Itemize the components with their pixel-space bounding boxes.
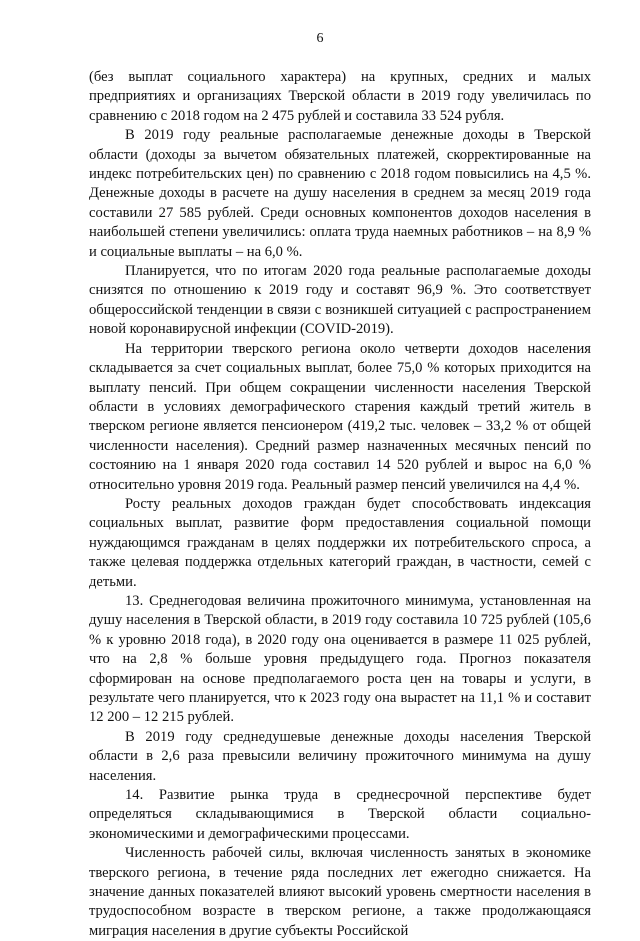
paragraph-income-growth-measures: Росту реальных доходов граждан будет способствовать индексация социальных выплат, развитие форм предоставления социальной помощи нуждающимся гражданам в целях поддержки их потребительского спроса, а также целевая поддержка отдельных категорий граждан, в частности, семей с детьми. xyxy=(89,495,591,590)
paragraph-income-forecast-2020: Планируется, что по итогам 2020 года реальные располагаемые доходы снизятся по отношению к 2019 году и составят 96,9 %. Это соответствует общероссийской тенденции в связи с возникшей ситуацией с распространением новой коронавирусной инфекции (COVID-2019). xyxy=(89,263,591,338)
page-number: 6 xyxy=(316,31,324,46)
paragraph-income-continued: (без выплат социального характера) на крупных, средних и малых предприятиях и организациях Тверской области в 2019 году увеличилась по сравнению с 2018 годом на 2 475 рублей и составила 33 524 рубля. xyxy=(89,69,591,124)
paragraph-social-payments: На территории тверского региона около четверти доходов населения складывается за счет социальных выплат, более 75,0 % которых приходится на выплату пенсий. При общем сокращении численности населения Тверской области в условиях демографического старения каждый третий житель в тверском регионе является пенсионером (419,2 тыс. человек – 33,2 % от общей численности населения). Средний размер назначенных месячных пенсий по состоянию на 1 января 2020 года составил 14 520 рублей и вырос на 6,0 % относительно уровня 2019 года. Реальный размер пенсий увеличился на 4,4 %. xyxy=(89,340,591,493)
document-body xyxy=(89,68,591,941)
paragraph-income-to-minimum-ratio: В 2019 году среднедушевые денежные доходы населения Тверской области в 2,6 раза превысили величину прожиточного минимума на душу населения. xyxy=(89,728,591,784)
paragraph-labor-force: Численность рабочей силы, включая численность занятых в экономике тверского региона, в течение ряда последних лет ежегодно снижается. На значение данных показателей влияют высокий уровень смертности населения в трудоспособном возрасте в тверском регионе, а также продолжающаяся миграция населения в другие субъекты Российской xyxy=(89,845,591,939)
paragraph-subsistence-minimum: 13. Среднегодовая величина прожиточного минимума, установленная на душу населения в Тверской области, в 2019 году составила 10 725 рублей (105,6 % к уровню 2018 года), в 2020 году она оценивается в размере 11 025 рублей, что на 2,8 % больше уровня предыдущего года. Прогноз показателя сформирован на основе предполагаемого роста цен на товары и услуги, в результате чего планируется, что к 2023 году она вырастет на 11,1 % и составит 12 200 – 12 215 рублей. xyxy=(89,592,591,726)
paragraph-labor-market: 14. Развитие рынка труда в среднесрочной перспективе будет определяться складывающимися в Тверской области социально-экономическими и демографическими процессами. xyxy=(89,787,591,842)
paragraph-real-income-2019: В 2019 году реальные располагаемые денежные доходы в Тверской области (доходы за вычетом обязательных платежей, скорректированные на индекс потребительских цен) по сравнению с 2018 годом повысились на 4,5 %. Денежные доходы в расчете на душу населения в среднем за месяц 2019 года составили 27 585 рублей. Среди основных компонентов доходов населения в наибольшей степени увеличились: оплата труда наемных работников – на 8,9 % и социальные выплаты – на 6,0 %. xyxy=(89,127,591,260)
